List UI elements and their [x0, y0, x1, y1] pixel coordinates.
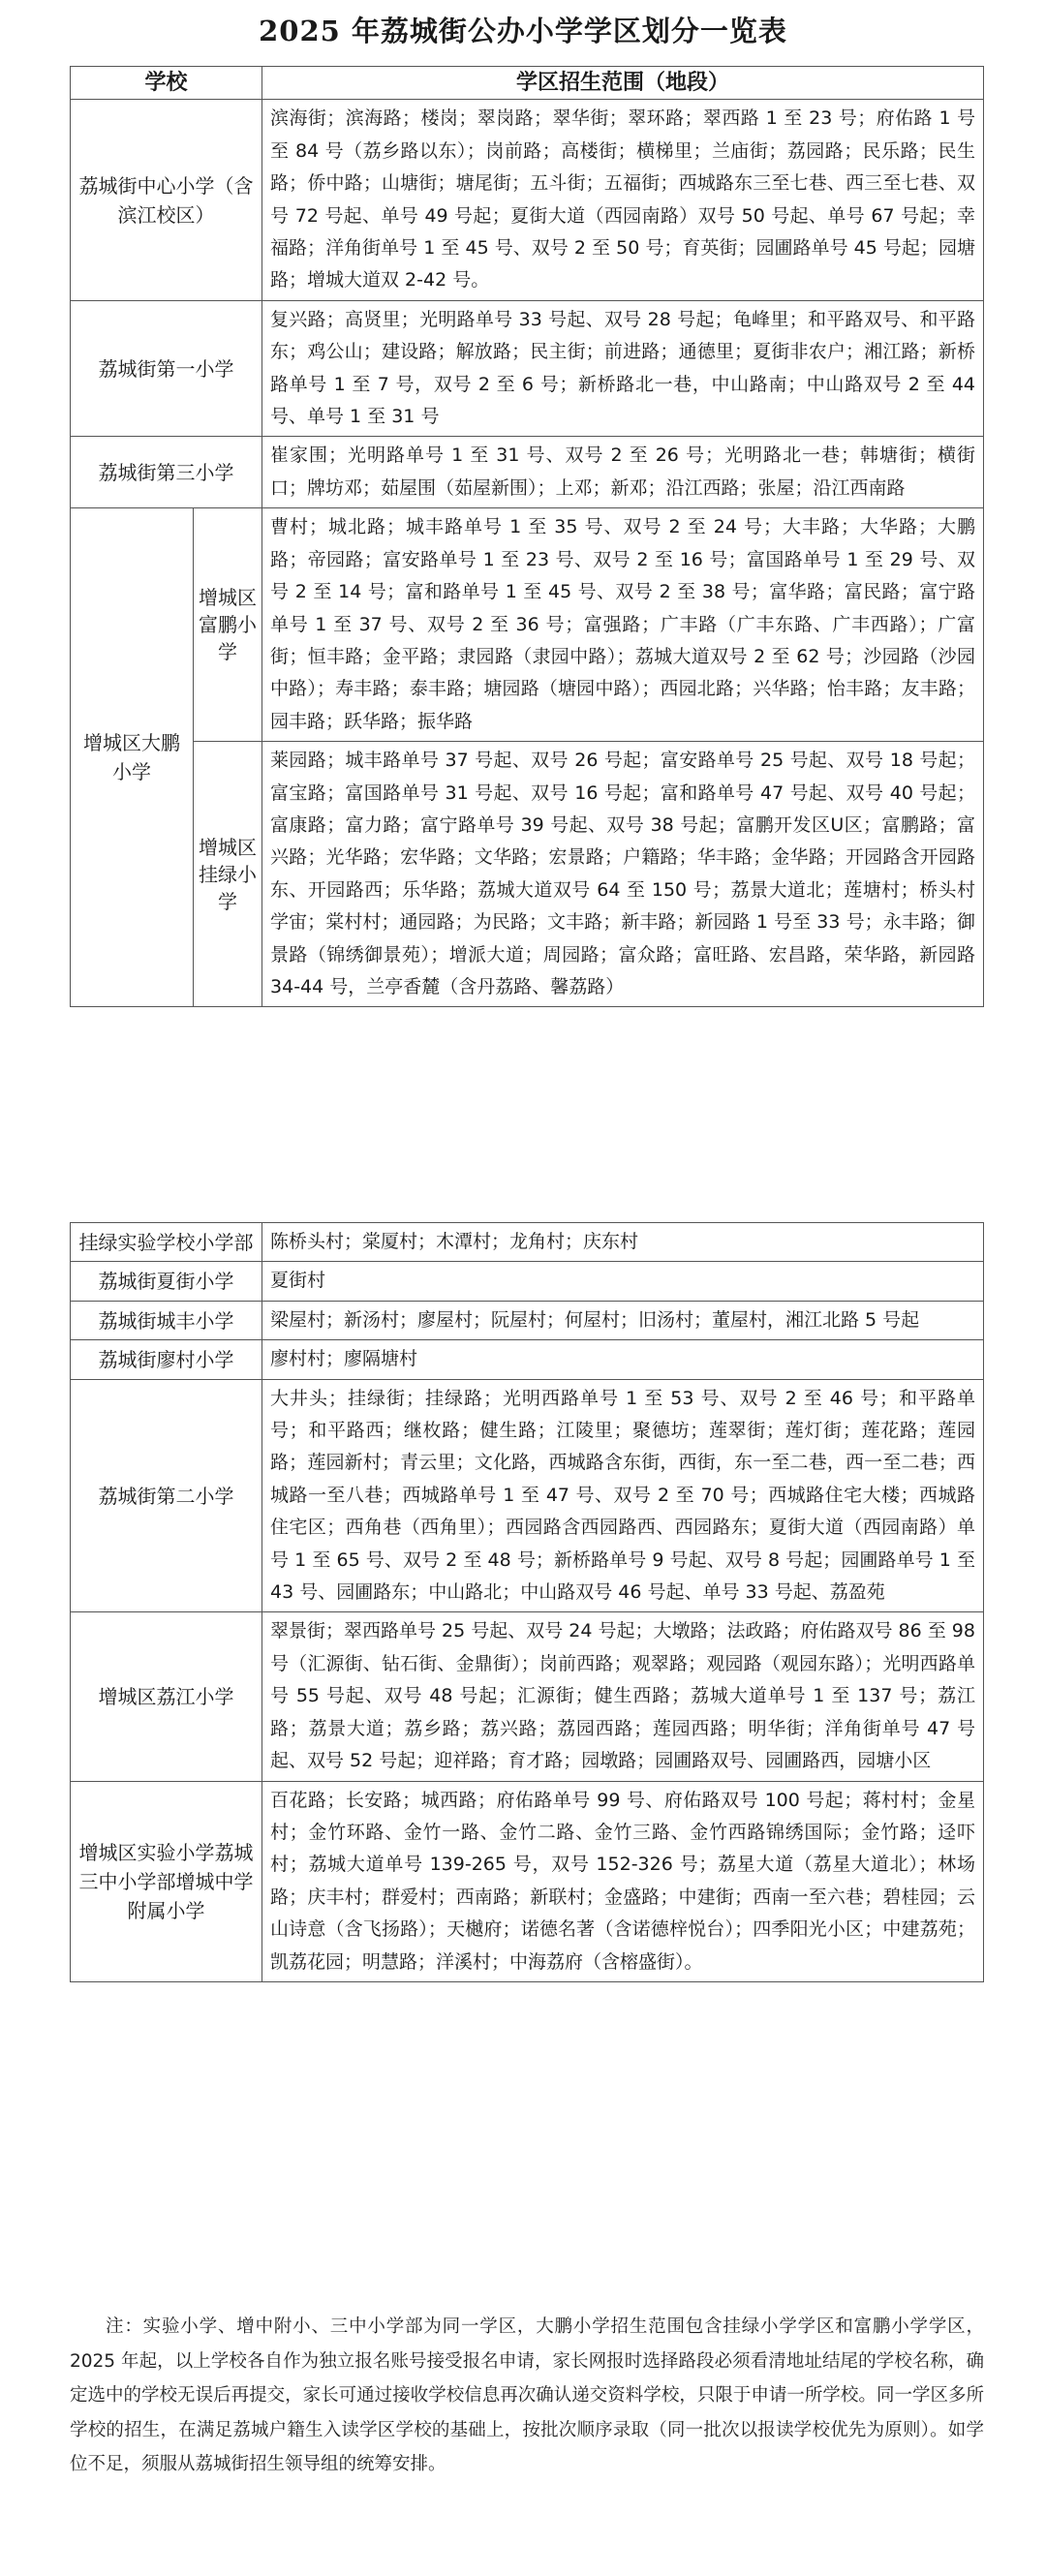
sub-school-name: 增城区挂绿小学 [194, 742, 262, 1007]
district-range: 梁屋村；新汤村；廖屋村；阮屋村；何屋村；旧汤村；董屋村，湘江北路 5 号起 [262, 1301, 984, 1339]
district-range: 崔家围；光明路单号 1 至 31 号、双号 2 至 26 号；光明路北一巷；韩塘街；横街口；牌坊邓；茹屋围（茹屋新围）；上邓；新邓；沿江西路；张屋；沿江西南路 [262, 437, 984, 508]
footnote: 注：实验小学、增中附小、三中小学部为同一学区，大鹏小学招生范围包含挂绿小学学区和富鹏小学学区，2025 年起，以上学校各自作为独立报名账号接受报名申请，家长网报时选择路段必须看清地址结尾的学校名称，确定选中的学校无误后再提交，家长可通过接收学校信息再次确认递交资料学校，只限于申请一所学校。同一学区多所学校的招生，在满足荔城户籍生入读学区学校的基础上，按批次顺序录取（同一批次以报读学校优先为原则）。如学位不足，须服从荔城街招生领导组的统筹安排。 [70, 2316, 984, 2474]
table-row [71, 1223, 984, 1262]
school-district-table [70, 66, 984, 1007]
table-row [71, 437, 984, 508]
district-range: 陈桥头村；棠厦村；木潭村；龙角村；庆东村 [262, 1223, 984, 1262]
district-range: 滨海街；滨海路；楼岗；翠岗路；翠华街；翠环路；翠西路 1 至 23 号；府佑路 1 号至 84 号（荔乡路以东）；岗前路；高楼街；横梯里；兰庙街；荔园路；民乐路；民生路；侨中路；山塘街；塘尾街；五斗街；五福街；西城路东三至七巷、西三至七巷、双号 72 号起、单号 49 号起；夏街大道（西园南路）双号 50 号起、单号 67 号起；幸福路；洋角街单号 1 至 45 号、双号 2 至 50 号；育英街；园圃路单号 45 号起；园塘路；增城大道双 2-42 号。 [262, 100, 984, 300]
table-header-row [71, 67, 984, 100]
header-range: 学区招生范围（地段） [262, 67, 984, 100]
school-district-table-continued [70, 1222, 984, 1982]
table-row [71, 300, 984, 437]
school-name: 荔城街夏街小学 [71, 1262, 262, 1301]
sub-school-name: 增城区富鹏小学 [194, 508, 262, 742]
district-range: 曹村；城北路；城丰路单号 1 至 35 号、双号 2 至 24 号；大丰路；大华路；大鹏路；帝园路；富安路单号 1 至 23 号、双号 2 至 16 号；富国路单号 1 至 29 号、双号 2 至 14 号；富和路单号 1 至 45 号、双号 2 至 38 号；富华路；富民路；富宁路单号 1 至 37 号、双号 2 至 36 号；富强路；广丰路（广丰东路、广丰西路）；广富街；恒丰路；金平路；隶园路（隶园中路）；荔城大道双号 2 至 62 号；沙园路（沙园中路）；寿丰路；泰丰路；塘园路（塘园中路）；西园北路；兴华路；怡丰路；友丰路；园丰路；跃华路；振华路 [262, 508, 984, 742]
district-range: 莱园路；城丰路单号 37 号起、双号 26 号起；富安路单号 25 号起、双号 18 号起；富宝路；富国路单号 31 号起、双号 16 号起；富和路单号 47 号起、双号 40 号起；富康路；富力路；富宁路单号 39 号起、双号 38 号起；富鹏开发区U区；富鹏路；富兴路；光华路；宏华路；文华路；宏景路；户籍路；华丰路；金华路；开园路含开园路东、开园路西；乐华路；荔城大道双号 64 至 150 号；荔景大道北；莲塘村；桥头村学宙；棠村村；通园路；为民路；文丰路；新丰路；新园路 1 号至 33 号；永丰路；御景路（锦绣御景苑）；增派大道；周园路；富众路；富旺路、宏昌路，荣华路，新园路 34-44 号，兰亭香麓（含丹荔路、馨荔路） [262, 742, 984, 1007]
table-row [71, 100, 984, 300]
school-name: 增城区荔江小学 [71, 1612, 262, 1781]
page-title: 2025 年荔城街公办小学学区划分一览表 [259, 15, 787, 47]
district-range: 夏街村 [262, 1262, 984, 1301]
table-row [71, 1612, 984, 1781]
table-row [71, 1781, 984, 1981]
table-row [71, 1379, 984, 1612]
school-name: 增城区实验小学荔城三中小学部增城中学附属小学 [71, 1781, 262, 1981]
table-row [71, 508, 984, 742]
school-name: 荔城街城丰小学 [71, 1301, 262, 1339]
school-name: 荔城街中心小学（含滨江校区） [71, 100, 262, 300]
district-range: 百花路；长安路；城西路；府佑路单号 99 号、府佑路双号 100 号起；蒋村村；金星村；金竹环路、金竹一路、金竹二路、金竹三路、金竹西路锦绣国际；金竹路；迳吓村；荔城大道单号 139-265 号，双号 152-326 号；荔星大道（荔星大道北）；林场路；庆丰村；群爱村；西南路；新联村；金盛路；中建街；西南一至六巷；碧桂园；云山诗意（含飞扬路）；天樾府；诺德名著（含诺德梓悦台）；四季阳光小区；中建荔苑；凯荔花园；明慧路；洋溪村；中海荔府（含榕盛街）。 [262, 1781, 984, 1981]
school-name: 荔城街第二小学 [71, 1379, 262, 1612]
table-row [71, 1340, 984, 1379]
district-range: 翠景街；翠西路单号 25 号起、双号 24 号起；大墩路；法政路；府佑路双号 86 至 98 号（汇源街、钻石街、金鼎街）；岗前西路；观翠路；观园路（观园东路）；光明西路单号 55 号起、双号 48 号起；汇源街；健生西路；荔城大道单号 1 至 137 号；荔江路；荔景大道；荔乡路；荔兴路；荔园西路；莲园西路；明华街；洋角街单号 47 号起、双号 52 号起；迎祥路；育才路；园墩路；园圃路双号、园圃路西，园塘小区 [262, 1612, 984, 1781]
district-range: 复兴路；高贤里；光明路单号 33 号起、双号 28 号起；龟峰里；和平路双号、和平路东；鸡公山；建设路；解放路；民主街；前进路；通德里；夏街非农户；湘江路；新桥路单号 1 至 7 号，双号 2 至 6 号；新桥路北一巷，中山路南；中山路双号 2 至 44 号、单号 1 至 31 号 [262, 300, 984, 437]
district-range: 大井头；挂绿街；挂绿路；光明西路单号 1 至 53 号、双号 2 至 46 号；和平路单号；和平路西；继枚路；健生路；江陵里；聚德坊；莲翠街；莲灯街；莲花路；莲园路；莲园新村；青云里；文化路，西城路含东街，西街，东一至二巷，西一至二巷；西城路一至八巷；西城路单号 1 至 47 号、双号 2 至 70 号；西城路住宅大楼；西城路住宅区；西角巷（西角里）；西园路含西园路西、西园路东；夏街大道（西园南路）单号 1 至 65 号、双号 2 至 48 号；新桥路单号 9 号起、双号 8 号起；园圃路单号 1 至 43 号、园圃路东；中山路北；中山路双号 46 号起、单号 33 号起、荔盈苑 [262, 1379, 984, 1612]
table-row [71, 1262, 984, 1301]
school-name: 增城区大鹏小学 [71, 508, 194, 1007]
table-row [71, 742, 984, 1007]
table-row [71, 1301, 984, 1339]
district-range: 廖村村；廖隔塘村 [262, 1340, 984, 1379]
school-name: 荔城街第一小学 [71, 300, 262, 437]
school-name: 荔城街廖村小学 [71, 1340, 262, 1379]
header-school: 学校 [71, 67, 262, 100]
school-name: 挂绿实验学校小学部 [71, 1223, 262, 1262]
school-name: 荔城街第三小学 [71, 437, 262, 508]
